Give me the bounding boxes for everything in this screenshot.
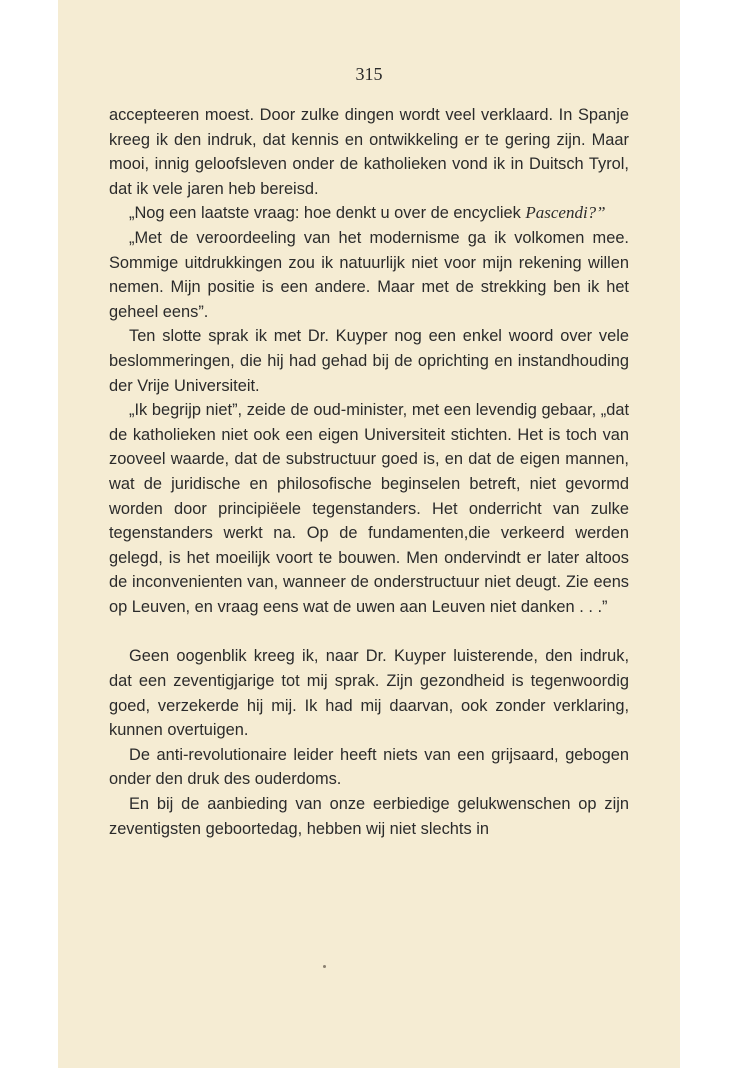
paragraph-2-text: „Nog een laatste vraag: hoe denkt u over de encycliek <box>129 204 526 223</box>
encyclical-title: Pascendi?” <box>525 203 606 223</box>
paragraph-6: Geen oogenblik kreeg ik, naar Dr. Kuyper luisterende, den indruk, dat een zeventigjarige tot mij sprak. Zijn gezondheid is tegenwoordig goed, verzekerde hij mij. Ik had mij daarvan, ook zonder verklaring, kunnen overtuigen. <box>109 647 629 740</box>
paragraph-5: „Ik begrijp niet”, zeide de oud-minister, met een levendig gebaar, „dat de katholieken niet ook een eigen Universiteit stichten. Het is toch van zooveel waarde, dat de substructuur goed is, en dat de eigen mannen, wat de juridische en philosofische beginselen betreft, niet gevormd worden door principiëele tegenstanders. Het onderricht van zulke tegenstanders werkt na. Op de fundamenten,die verkeerd werden gelegd, is het moeilijk voort te bouwen. Men ondervindt er later altoos de inconvenienten van, wanneer de onderstructuur niet deugt. Zie eens op Leuven, en vraag eens wat de uwen aan Leuven niet danken . . .” <box>109 401 629 616</box>
paragraph-3: „Met de veroordeeling van het modernisme ga ik volkomen mee. Sommige uitdrukkingen zou ik natuurlijk niet voor mijn rekening willen nemen. Mijn positie is een andere. Maar met de strekking ben ik het geheel eens”. <box>109 228 629 321</box>
paragraph-1: accepteeren moest. Door zulke dingen wordt veel verklaard. In Spanje kreeg ik den indruk, dat kennis en ontwikkeling er te gering zijn. Maar mooi, innig geloofsleven onder de katholieken vond ik in Duitsch Tyrol, dat ik vele jaren heb bereisd. <box>109 106 629 198</box>
paragraph-8: En bij de aanbieding van onze eerbiedige gelukwenschen op zijn zeventigsten geboortedag, hebben wij niet slechts in <box>109 795 629 838</box>
body-text <box>109 103 629 841</box>
paper-speck <box>323 965 326 968</box>
paragraph-4: Ten slotte sprak ik met Dr. Kuyper nog een enkel woord over vele beslommeringen, die hij had gehad bij de oprichting en instandhouding der Vrije Universiteit. <box>109 327 629 395</box>
section-gap <box>109 619 629 644</box>
paragraph-2 <box>109 201 629 226</box>
book-page <box>58 0 680 1068</box>
page-number: 315 <box>355 64 383 84</box>
paragraph-7: De anti-revolutionaire leider heeft niets van een grijsaard, gebogen onder den druk des ouderdoms. <box>109 745 629 789</box>
